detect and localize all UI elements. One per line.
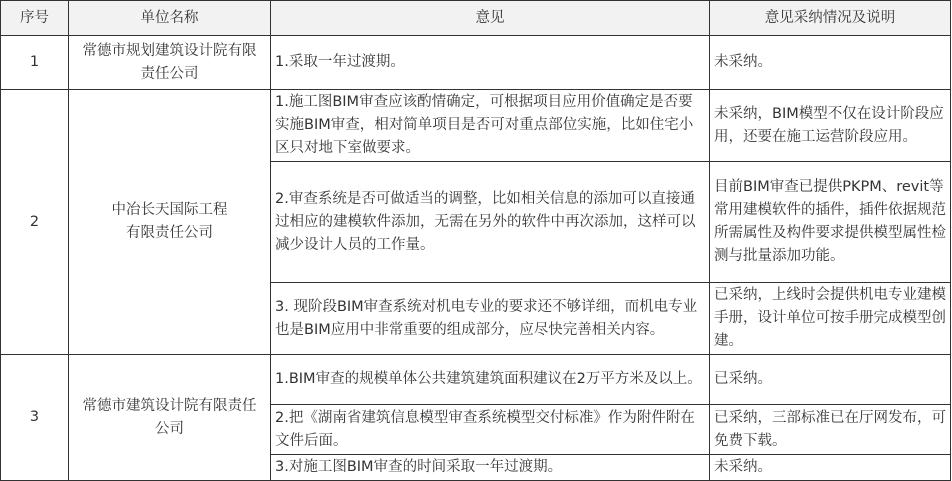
table-row	[1, 355, 951, 405]
table-row	[1, 36, 951, 90]
adoption-cell: 已采纳。	[710, 355, 951, 405]
opinion-cell: 2.审查系统是否可做适当的调整，比如相关信息的添加可以直接通过相应的建模软件添加，无需在另外的软件中再次添加，这样可以减少设计人员的工作量。	[271, 162, 710, 283]
row-no: 3	[1, 355, 69, 481]
adoption-cell: 未采纳。	[710, 36, 951, 90]
adoption-cell: 目前BIM审查已提供PKPM、revit等常用建模软件的插件，插件依据规范所需属性及构件要求提供模型属性检测与批量添加功能。	[710, 162, 951, 283]
opinion-cell: 1.采取一年过渡期。	[271, 36, 710, 90]
opinion-cell: 3. 现阶段BIM审查系统对机电专业的要求还不够详细，而机电专业也是BIM应用中非常重要的组成部分，应尽快完善相关内容。	[271, 283, 710, 355]
adoption-cell: 未采纳，BIM模型不仅在设计阶段应用，还要在施工运营阶段应用。	[710, 90, 951, 162]
row-org: 中冶长天国际工程有限责任公司	[69, 90, 271, 355]
header-org: 单位名称	[69, 1, 271, 36]
row-no: 2	[1, 90, 69, 355]
opinion-cell: 1.施工图BIM审查应该酌情确定，可根据项目应用价值确定是否要实施BIM审查，相对简单项目是否可对重点部位实施，比如住宅小区只对地下室做要求。	[271, 90, 710, 162]
header-adoption: 意见采纳情况及说明	[710, 1, 951, 36]
header-opinion: 意见	[271, 1, 710, 36]
opinion-cell: 2.把《湖南省建筑信息模型审查系统模型交付标准》作为附件附在文件后面。	[271, 405, 710, 455]
adoption-cell: 已采纳，三部标准已在厅网发布，可免费下载。	[710, 405, 951, 455]
row-org: 常德市规划建筑设计院有限责任公司	[69, 36, 271, 90]
opinion-cell: 3.对施工图BIM审查的时间采取一年过渡期。	[271, 455, 710, 481]
adoption-cell: 未采纳。	[710, 455, 951, 481]
table-row	[1, 90, 951, 162]
header-no: 序号	[1, 1, 69, 36]
opinion-cell: 1.BIM审查的规模单体公共建筑建筑面积建议在2万平方米及以上。	[271, 355, 710, 405]
header-row	[1, 1, 951, 36]
adoption-cell: 已采纳，上线时会提供机电专业建模手册，设计单位可按手册完成模型创建。	[710, 283, 951, 355]
row-no: 1	[1, 36, 69, 90]
row-org: 常德市建筑设计院有限责任公司	[69, 355, 271, 481]
